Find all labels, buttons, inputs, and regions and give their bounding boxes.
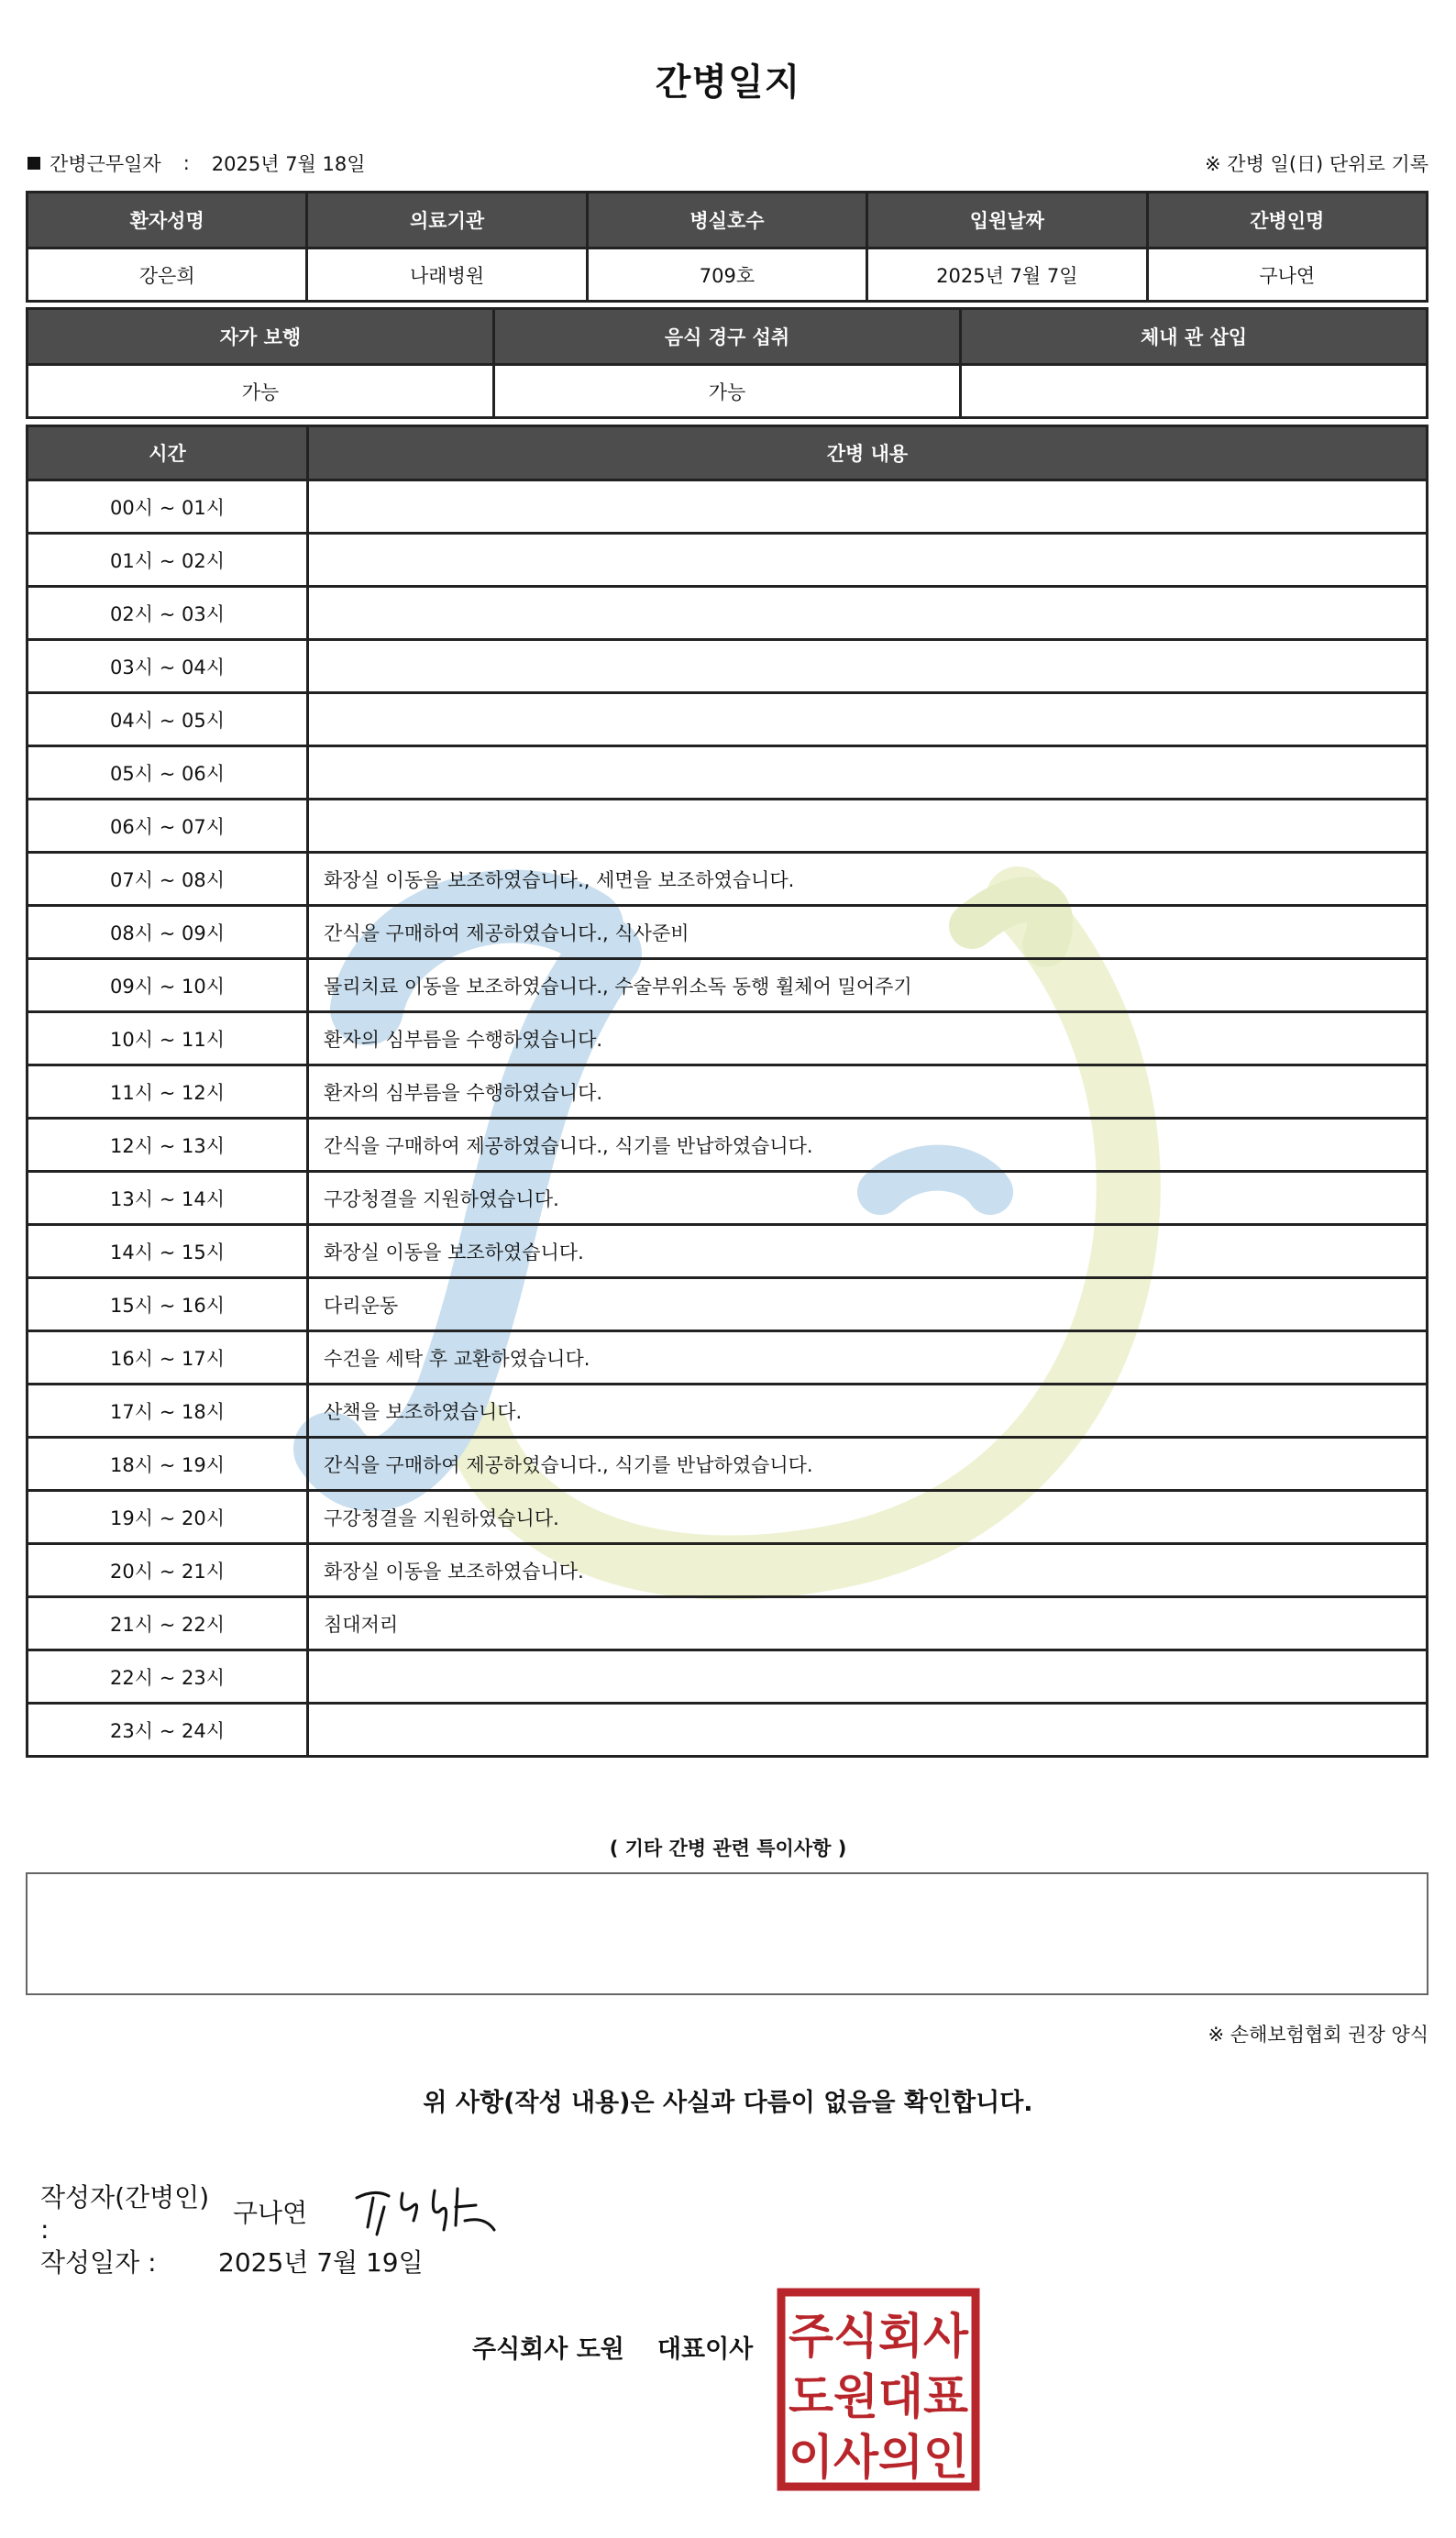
log-row — [28, 1278, 1428, 1331]
log-content: 다리운동 — [308, 1278, 1428, 1331]
log-content — [308, 480, 1428, 534]
header-oral-intake: 음식 경구 섭취 — [494, 309, 961, 365]
log-time: 02시 ~ 03시 — [28, 587, 308, 640]
header-tube-insertion: 체내 관 삽입 — [961, 309, 1428, 365]
log-content: 침대저리 — [308, 1597, 1428, 1650]
work-date-label: 간병근무일자 — [50, 153, 161, 175]
bullet-square-icon — [28, 157, 40, 170]
handwritten-signature — [347, 2179, 503, 2244]
log-row — [28, 1544, 1428, 1597]
log-content — [308, 800, 1428, 853]
write-date-line — [40, 2243, 424, 2279]
log-time: 23시 ~ 24시 — [28, 1704, 308, 1757]
log-time: 05시 ~ 06시 — [28, 746, 308, 800]
log-time: 09시 ~ 10시 — [28, 959, 308, 1012]
log-content — [308, 746, 1428, 800]
log-content: 간식을 구매하여 제공하였습니다., 식기를 반납하였습니다. — [308, 1438, 1428, 1491]
log-time: 15시 ~ 16시 — [28, 1278, 308, 1331]
writer-label: 작성자(간병인) : — [40, 2182, 210, 2245]
company-line — [472, 2329, 753, 2365]
log-content: 산책을 보조하였습니다. — [308, 1385, 1428, 1438]
log-time: 21시 ~ 22시 — [28, 1597, 308, 1650]
self-walking-value: 가능 — [28, 365, 494, 418]
recommend-note: ※ 손해보험협회 권장 양식 — [1208, 2024, 1428, 2046]
log-row — [28, 534, 1428, 587]
svg-text:도원대표: 도원대표 — [789, 2370, 968, 2425]
log-row — [28, 959, 1428, 1012]
work-date-value: 2025년 7월 18일 — [211, 153, 366, 175]
log-time: 12시 ~ 13시 — [28, 1119, 308, 1172]
svg-text:이사의인: 이사의인 — [789, 2431, 968, 2486]
log-time: 00시 ~ 01시 — [28, 480, 308, 534]
log-row — [28, 587, 1428, 640]
caregiver-name: 구나연 — [1147, 248, 1427, 302]
confirmation-statement: 위 사항(작성 내용)은 사실과 다름이 없음을 확인합니다. — [423, 2089, 1033, 2117]
log-row — [28, 1065, 1428, 1119]
company-representative: 대표이사 — [656, 2335, 754, 2364]
remarks-box — [26, 1872, 1428, 1995]
log-time: 06시 ~ 07시 — [28, 800, 308, 853]
patient-status-table — [26, 307, 1428, 419]
log-time: 17시 ~ 18시 — [28, 1385, 308, 1438]
log-content: 간식을 구매하여 제공하였습니다., 식기를 반납하였습니다. — [308, 1119, 1428, 1172]
care-log-table — [26, 425, 1428, 1758]
log-content — [308, 1704, 1428, 1757]
write-date-label: 작성일자 : — [40, 2247, 157, 2278]
log-row — [28, 1650, 1428, 1704]
log-row — [28, 1012, 1428, 1065]
log-time: 13시 ~ 14시 — [28, 1172, 308, 1225]
log-time: 10시 ~ 11시 — [28, 1012, 308, 1065]
log-row — [28, 1172, 1428, 1225]
writer-line — [40, 2178, 503, 2245]
log-row — [28, 480, 1428, 534]
log-time: 07시 ~ 08시 — [28, 853, 308, 906]
header-self-walking: 자가 보행 — [28, 309, 494, 365]
unit-note: ※ 간병 일(日) 단위로 기록 — [1205, 153, 1428, 175]
log-row — [28, 640, 1428, 693]
log-row — [28, 746, 1428, 800]
header-time: 시간 — [28, 426, 308, 480]
remarks-title: ( 기타 간병 관련 특이사항 ) — [609, 1837, 847, 1859]
company-seal-stamp — [776, 2287, 981, 2492]
log-row — [28, 1704, 1428, 1757]
log-row — [28, 1438, 1428, 1491]
patient-info-table — [26, 191, 1428, 303]
log-content: 환자의 심부름을 수행하였습니다. — [308, 1012, 1428, 1065]
log-time: 01시 ~ 02시 — [28, 534, 308, 587]
header-patient-name: 환자성명 — [28, 193, 307, 248]
log-time: 18시 ~ 19시 — [28, 1438, 308, 1491]
log-content — [308, 693, 1428, 746]
log-time: 08시 ~ 09시 — [28, 906, 308, 959]
svg-text:주식회사: 주식회사 — [789, 2310, 969, 2365]
log-time: 14시 ~ 15시 — [28, 1225, 308, 1278]
log-content: 화장실 이동을 보조하였습니다. — [308, 1225, 1428, 1278]
header-room-number: 병실호수 — [587, 193, 866, 248]
hospital-name: 나래병원 — [307, 248, 587, 302]
log-time: 16시 ~ 17시 — [28, 1331, 308, 1385]
company-name: 주식회사 도원 — [472, 2335, 624, 2364]
log-time: 03시 ~ 04시 — [28, 640, 308, 693]
log-row — [28, 693, 1428, 746]
log-time: 11시 ~ 12시 — [28, 1065, 308, 1119]
log-content — [308, 587, 1428, 640]
header-hospital: 의료기관 — [307, 193, 587, 248]
log-content: 물리치료 이동을 보조하였습니다., 수술부위소독 동행 휠체어 밀어주기 — [308, 959, 1428, 1012]
header-care-content: 간병 내용 — [308, 426, 1428, 480]
log-content: 화장실 이동을 보조하였습니다. — [308, 1544, 1428, 1597]
write-date-value: 2025년 7월 19일 — [218, 2247, 424, 2278]
log-content: 수건을 세탁 후 교환하였습니다. — [308, 1331, 1428, 1385]
log-row — [28, 906, 1428, 959]
log-content — [308, 640, 1428, 693]
admission-date: 2025년 7월 7일 — [867, 248, 1147, 302]
log-row — [28, 1119, 1428, 1172]
log-content — [308, 534, 1428, 587]
tube-insertion-value — [961, 365, 1428, 418]
header-admission-date: 입원날짜 — [867, 193, 1147, 248]
work-date-line — [28, 149, 366, 177]
log-content: 구강청결을 지원하였습니다. — [308, 1491, 1428, 1544]
oral-intake-value: 가능 — [494, 365, 961, 418]
log-time: 19시 ~ 20시 — [28, 1491, 308, 1544]
document-title: 간병일지 — [655, 61, 801, 104]
log-time: 04시 ~ 05시 — [28, 693, 308, 746]
log-row — [28, 853, 1428, 906]
log-content: 화장실 이동을 보조하였습니다., 세면을 보조하였습니다. — [308, 853, 1428, 906]
log-content: 환자의 심부름을 수행하였습니다. — [308, 1065, 1428, 1119]
log-content: 간식을 구매하여 제공하였습니다., 식사준비 — [308, 906, 1428, 959]
log-content: 구강청결을 지원하였습니다. — [308, 1172, 1428, 1225]
log-row — [28, 1491, 1428, 1544]
log-row — [28, 800, 1428, 853]
header-caregiver-name: 간병인명 — [1147, 193, 1427, 248]
log-content — [308, 1650, 1428, 1704]
room-number: 709호 — [587, 248, 866, 302]
log-row — [28, 1225, 1428, 1278]
log-time: 20시 ~ 21시 — [28, 1544, 308, 1597]
log-row — [28, 1331, 1428, 1385]
patient-name: 강은희 — [28, 248, 307, 302]
log-time: 22시 ~ 23시 — [28, 1650, 308, 1704]
work-date-separator: : — [182, 152, 190, 174]
log-row — [28, 1597, 1428, 1650]
log-row — [28, 1385, 1428, 1438]
writer-name: 구나연 — [233, 2197, 308, 2228]
